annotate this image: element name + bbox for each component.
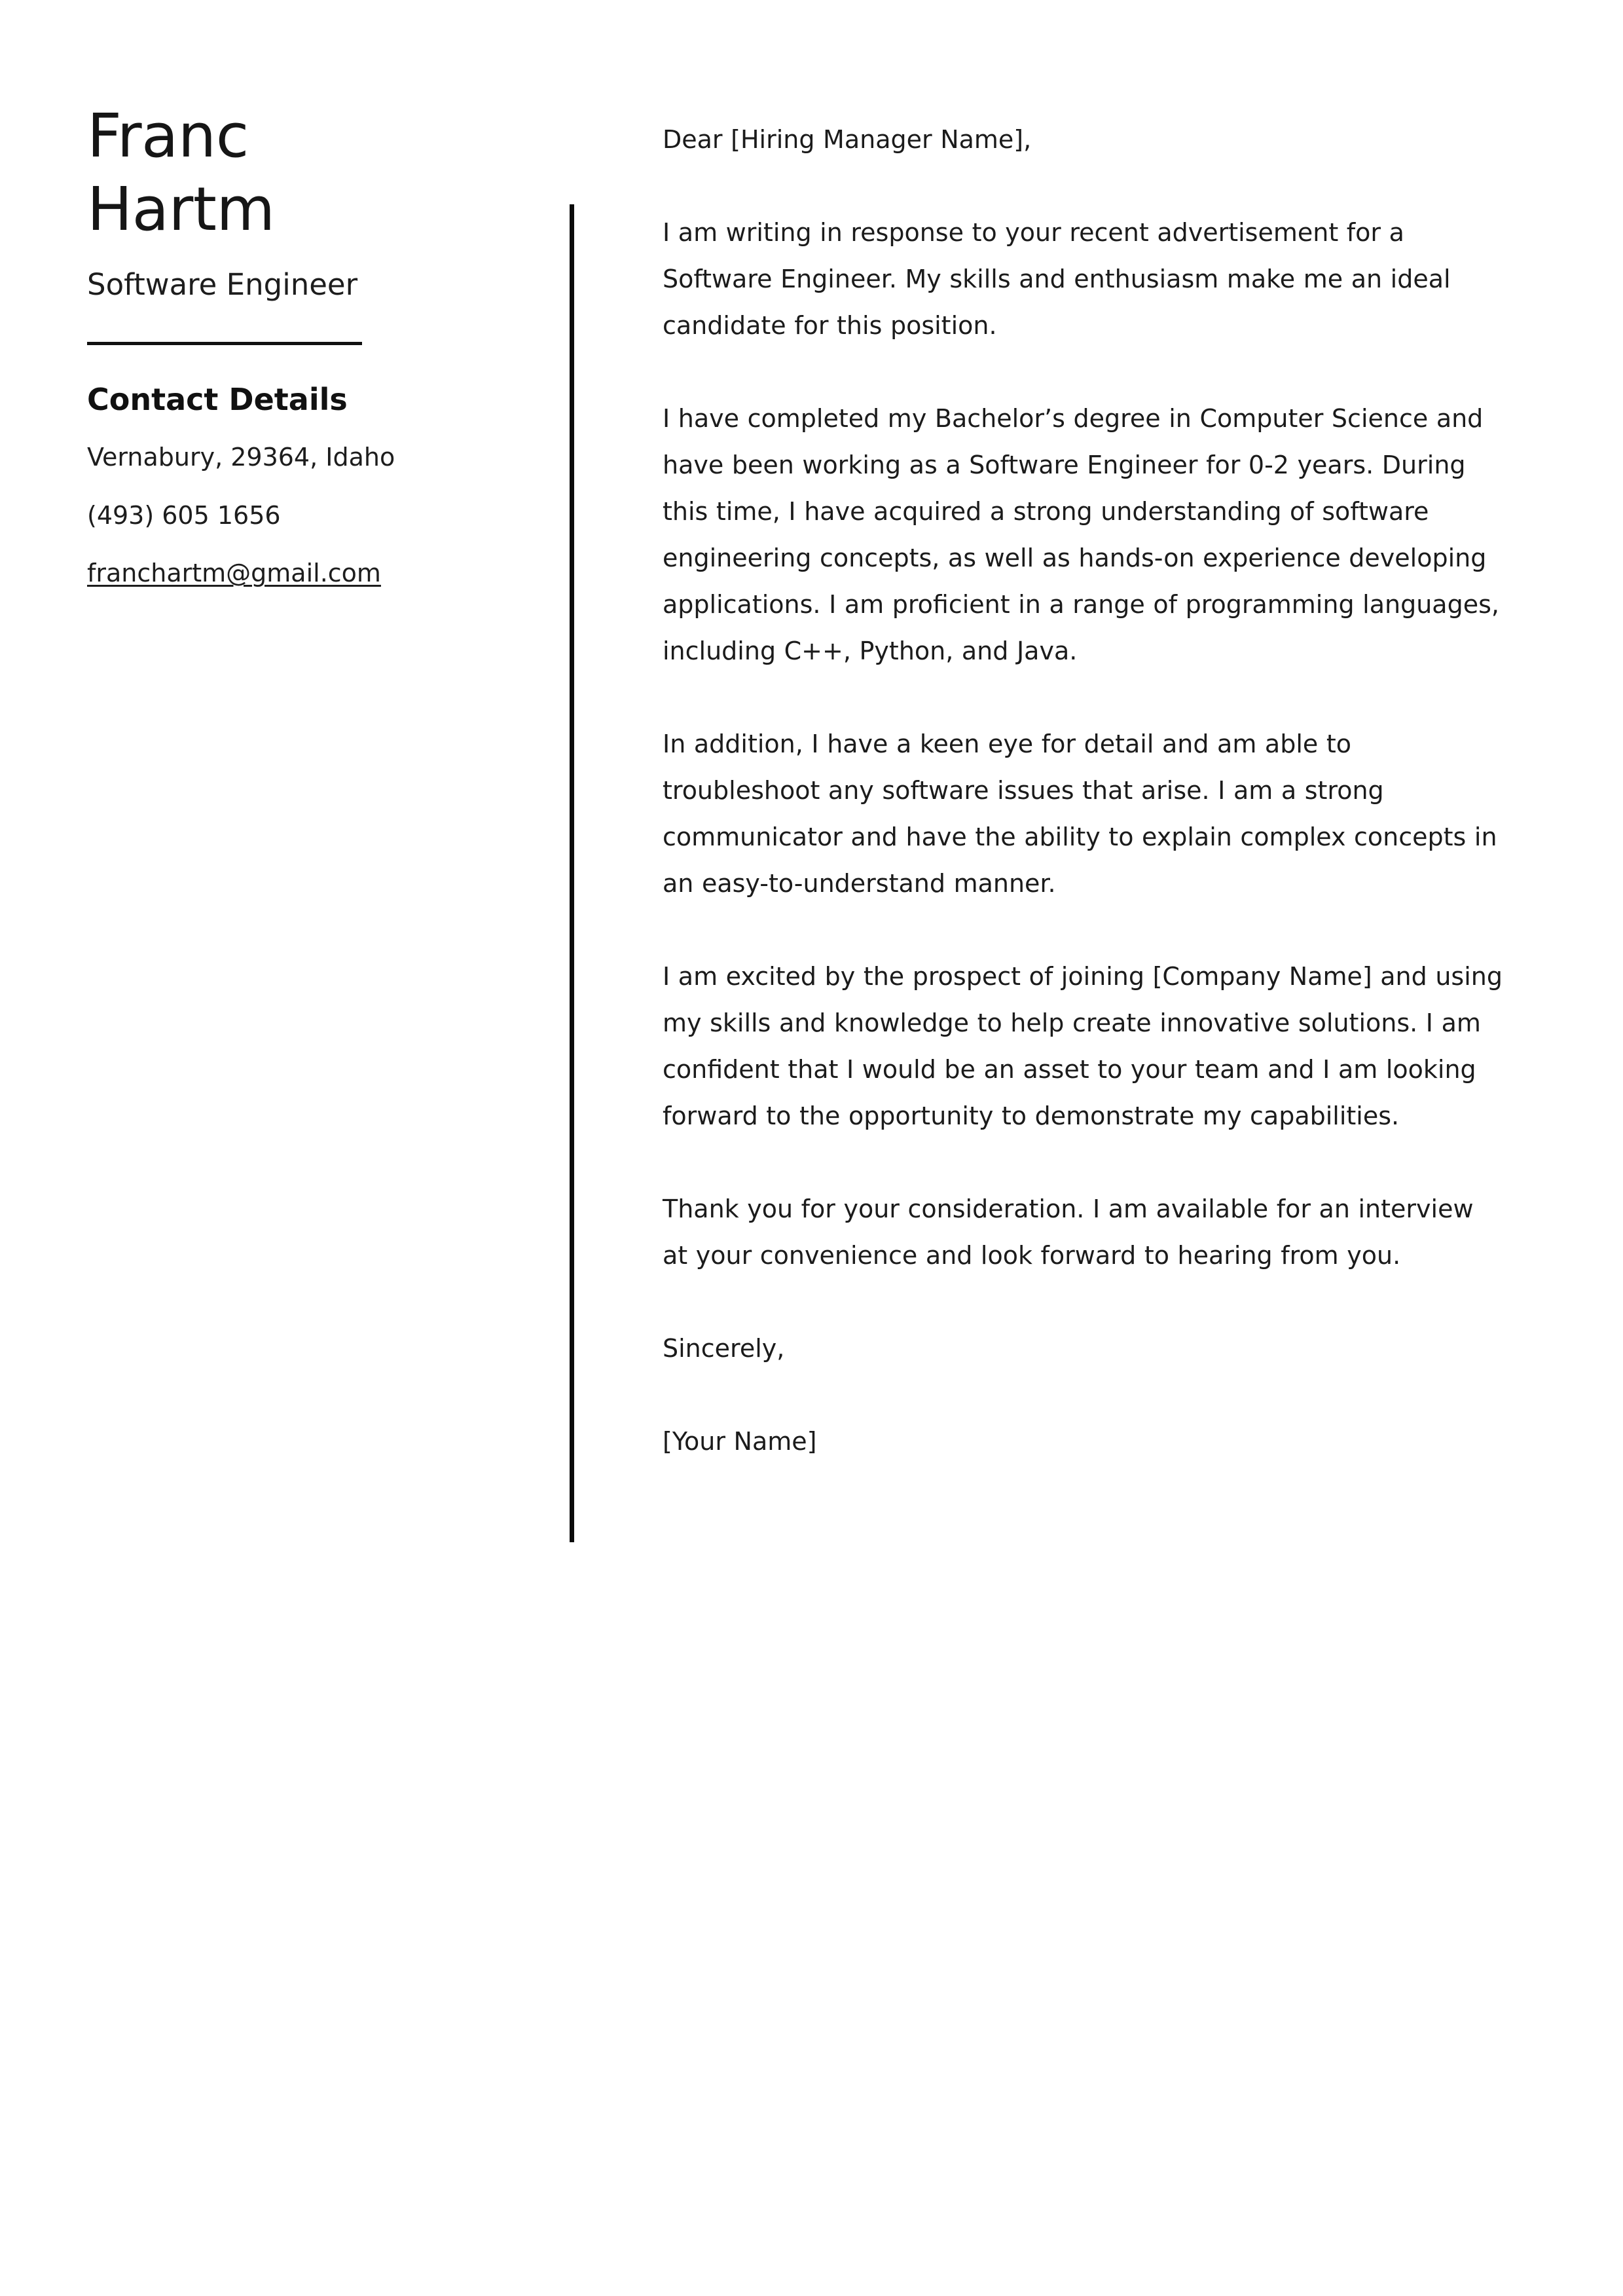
sidebar-divider-rule <box>87 342 362 345</box>
contact-details-heading: Contact Details <box>87 381 348 417</box>
contact-phone: (493) 605 1656 <box>87 500 281 530</box>
letter-paragraph-4: I am excited by the prospect of joining [Company Name] and using my skills and knowledge to help create innovative solutions. I am confident that I would be an asset to your team and I am looking forward to the opportunity to demonstrate my capabilities. <box>663 962 1503 1130</box>
contact-details-list <box>87 443 493 588</box>
letter-paragraph-1: I am writing in response to your recent advertisement for a Software Engineer. My skills and enthusiasm make me an ideal candidate for this position. <box>663 218 1451 340</box>
letter-salutation: Dear [Hiring Manager Name], <box>663 125 1032 154</box>
letter-signature: [Your Name] <box>663 1427 817 1456</box>
sidebar <box>87 92 493 618</box>
letter-paragraph-3: In addition, I have a keen eye for detail and am able to troubleshoot any software issues that arise. I am a strong communicator and have the ability to explain complex concepts in an easy-to-understand manner. <box>663 730 1497 898</box>
vertical-divider <box>570 204 574 1542</box>
letter-paragraph-2: I have completed my Bachelor’s degree in Computer Science and have been working as a Software Engineer for 0-2 years. During this time, I have acquired a strong understanding of software engineering concepts, as well as hands-on experience developing applications. I am proficient in a range of programming languages, including C++, Python, and Java. <box>663 404 1499 665</box>
contact-address: Vernabury, 29364, Idaho <box>87 443 395 472</box>
letter-closing: Sincerely, <box>663 1334 785 1363</box>
letter-paragraph-5: Thank you for your consideration. I am available for an interview at your convenience and look forward to hearing from you. <box>663 1194 1474 1270</box>
letter-body <box>663 117 1504 1465</box>
candidate-last-name: Hartm <box>87 174 275 244</box>
contact-email-link[interactable]: franchartm@gmail.com <box>87 559 381 588</box>
job-title: Software Engineer <box>87 267 358 302</box>
candidate-name <box>87 101 493 244</box>
candidate-first-name: Franc <box>87 101 249 171</box>
